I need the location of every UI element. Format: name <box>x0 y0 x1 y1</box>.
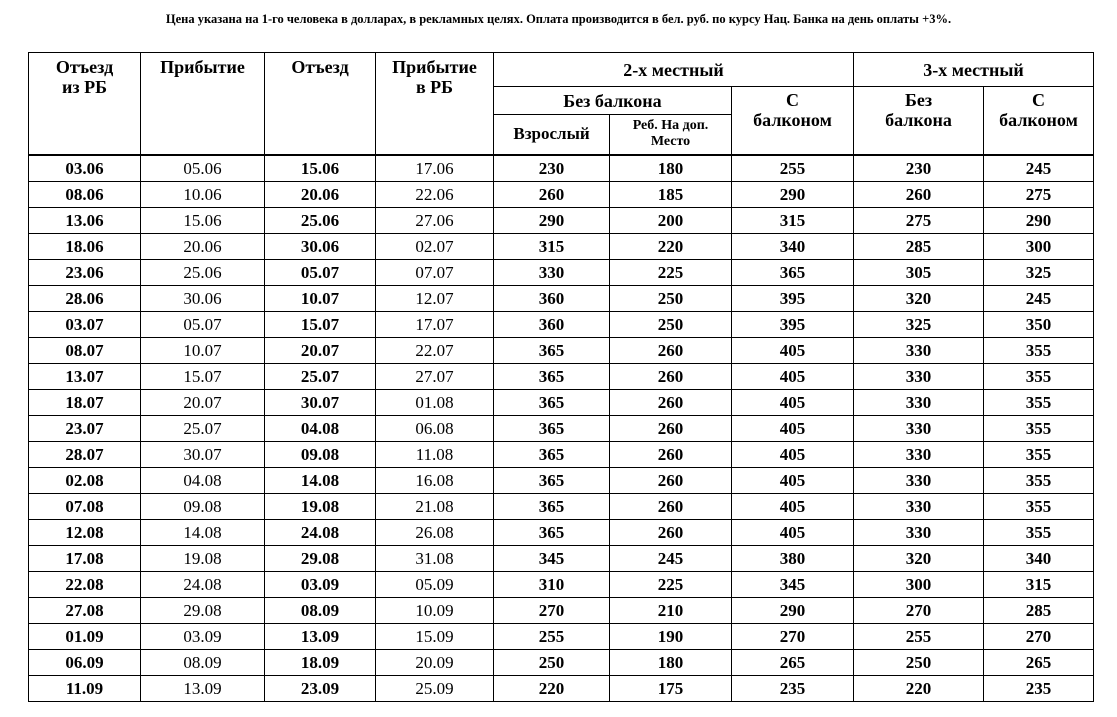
cell-double-with-balcony: 345 <box>732 571 854 597</box>
cell-double-adult: 365 <box>494 493 610 519</box>
cell-double-with-balcony: 235 <box>732 675 854 701</box>
table-row <box>29 519 1094 545</box>
cell-arrival-in-rb: 21.08 <box>376 493 494 519</box>
cell-triple-with-balcony: 350 <box>984 311 1094 337</box>
cell-double-adult: 365 <box>494 519 610 545</box>
header-triple-with-balcony <box>984 87 1094 155</box>
header-line: балконом <box>753 110 832 130</box>
cell-arrival: 30.07 <box>141 441 265 467</box>
header-line: 3-х местный <box>923 59 1024 80</box>
cell-departure: 19.08 <box>265 493 376 519</box>
cell-double-child: 245 <box>610 545 732 571</box>
cell-double-adult: 290 <box>494 207 610 233</box>
cell-triple-no-balcony: 275 <box>854 207 984 233</box>
cell-arrival-in-rb: 07.07 <box>376 259 494 285</box>
cell-departure: 04.08 <box>265 415 376 441</box>
cell-arrival-in-rb: 22.07 <box>376 337 494 363</box>
cell-arrival-in-rb: 11.08 <box>376 441 494 467</box>
header-line: балкона <box>885 110 952 130</box>
cell-double-adult: 365 <box>494 467 610 493</box>
cell-departure: 15.06 <box>265 155 376 182</box>
cell-double-with-balcony: 270 <box>732 623 854 649</box>
cell-arrival: 24.08 <box>141 571 265 597</box>
cell-departure-from-rb: 08.06 <box>29 181 141 207</box>
cell-departure-from-rb: 18.06 <box>29 233 141 259</box>
cell-double-with-balcony: 395 <box>732 311 854 337</box>
header-double-room <box>494 53 854 87</box>
cell-double-child: 260 <box>610 337 732 363</box>
cell-triple-no-balcony: 220 <box>854 675 984 701</box>
header-line: 2-х местный <box>623 59 724 80</box>
cell-triple-no-balcony: 255 <box>854 623 984 649</box>
cell-double-child: 225 <box>610 571 732 597</box>
cell-departure-from-rb: 02.08 <box>29 467 141 493</box>
cell-arrival-in-rb: 27.07 <box>376 363 494 389</box>
cell-triple-no-balcony: 300 <box>854 571 984 597</box>
header-adult <box>494 115 610 155</box>
cell-triple-no-balcony: 320 <box>854 285 984 311</box>
header-child-extra-bed <box>610 115 732 155</box>
cell-departure: 05.07 <box>265 259 376 285</box>
cell-departure: 30.07 <box>265 389 376 415</box>
cell-double-child: 260 <box>610 363 732 389</box>
cell-arrival-in-rb: 15.09 <box>376 623 494 649</box>
cell-arrival-in-rb: 26.08 <box>376 519 494 545</box>
table-row <box>29 545 1094 571</box>
cell-triple-no-balcony: 325 <box>854 311 984 337</box>
cell-departure-from-rb: 06.09 <box>29 649 141 675</box>
cell-arrival: 20.07 <box>141 389 265 415</box>
cell-arrival: 29.08 <box>141 597 265 623</box>
table-row <box>29 623 1094 649</box>
price-note: Цена указана на 1-го человека в долларах, в рекламных целях. Оплата производится в бел. руб. по курсу Нац. Банка на день оплаты +3%. <box>165 12 952 26</box>
cell-departure-from-rb: 17.08 <box>29 545 141 571</box>
table-row <box>29 311 1094 337</box>
cell-departure: 09.08 <box>265 441 376 467</box>
cell-arrival: 10.06 <box>141 181 265 207</box>
table-row <box>29 207 1094 233</box>
cell-arrival-in-rb: 05.09 <box>376 571 494 597</box>
cell-arrival-in-rb: 16.08 <box>376 467 494 493</box>
cell-arrival: 05.07 <box>141 311 265 337</box>
cell-double-child: 225 <box>610 259 732 285</box>
cell-double-child: 190 <box>610 623 732 649</box>
cell-triple-no-balcony: 330 <box>854 363 984 389</box>
cell-double-child: 180 <box>610 649 732 675</box>
cell-double-child: 220 <box>610 233 732 259</box>
cell-triple-with-balcony: 355 <box>984 519 1094 545</box>
cell-departure: 23.09 <box>265 675 376 701</box>
header-double-no-balcony <box>494 87 732 115</box>
cell-arrival: 13.09 <box>141 675 265 701</box>
cell-triple-no-balcony: 330 <box>854 493 984 519</box>
cell-arrival-in-rb: 22.06 <box>376 181 494 207</box>
header-arrival-in-rb <box>376 53 494 155</box>
cell-arrival: 20.06 <box>141 233 265 259</box>
cell-arrival: 04.08 <box>141 467 265 493</box>
cell-double-with-balcony: 340 <box>732 233 854 259</box>
cell-double-adult: 365 <box>494 415 610 441</box>
cell-double-with-balcony: 365 <box>732 259 854 285</box>
cell-triple-with-balcony: 265 <box>984 649 1094 675</box>
cell-double-child: 260 <box>610 389 732 415</box>
cell-arrival-in-rb: 12.07 <box>376 285 494 311</box>
table-row <box>29 285 1094 311</box>
cell-double-adult: 230 <box>494 155 610 182</box>
cell-double-with-balcony: 405 <box>732 415 854 441</box>
cell-triple-with-balcony: 355 <box>984 389 1094 415</box>
cell-double-child: 260 <box>610 519 732 545</box>
cell-double-adult: 345 <box>494 545 610 571</box>
table-row <box>29 363 1094 389</box>
header-triple-no-balcony <box>854 87 984 155</box>
cell-arrival-in-rb: 20.09 <box>376 649 494 675</box>
cell-arrival: 08.09 <box>141 649 265 675</box>
cell-departure-from-rb: 28.06 <box>29 285 141 311</box>
cell-double-with-balcony: 255 <box>732 155 854 182</box>
header-departure-from-rb <box>29 53 141 155</box>
cell-double-with-balcony: 405 <box>732 363 854 389</box>
price-table <box>28 52 1094 702</box>
cell-arrival: 15.06 <box>141 207 265 233</box>
cell-arrival-in-rb: 31.08 <box>376 545 494 571</box>
cell-double-with-balcony: 405 <box>732 441 854 467</box>
cell-departure: 29.08 <box>265 545 376 571</box>
cell-arrival-in-rb: 27.06 <box>376 207 494 233</box>
cell-departure-from-rb: 23.06 <box>29 259 141 285</box>
cell-double-adult: 360 <box>494 311 610 337</box>
cell-departure-from-rb: 07.08 <box>29 493 141 519</box>
cell-double-child: 260 <box>610 493 732 519</box>
cell-arrival: 10.07 <box>141 337 265 363</box>
table-row <box>29 155 1094 182</box>
cell-arrival: 15.07 <box>141 363 265 389</box>
cell-double-child: 250 <box>610 311 732 337</box>
cell-departure: 25.06 <box>265 207 376 233</box>
table-row <box>29 181 1094 207</box>
cell-arrival: 05.06 <box>141 155 265 182</box>
table-row <box>29 597 1094 623</box>
header-line: Место <box>650 134 691 150</box>
cell-triple-with-balcony: 315 <box>984 571 1094 597</box>
cell-double-adult: 220 <box>494 675 610 701</box>
cell-double-child: 260 <box>610 441 732 467</box>
cell-triple-with-balcony: 355 <box>984 493 1094 519</box>
cell-triple-no-balcony: 320 <box>854 545 984 571</box>
cell-triple-with-balcony: 355 <box>984 363 1094 389</box>
table-row <box>29 571 1094 597</box>
table-row <box>29 389 1094 415</box>
cell-departure-from-rb: 23.07 <box>29 415 141 441</box>
table-row <box>29 675 1094 701</box>
cell-arrival: 03.09 <box>141 623 265 649</box>
cell-arrival: 25.07 <box>141 415 265 441</box>
cell-double-adult: 365 <box>494 363 610 389</box>
cell-double-with-balcony: 405 <box>732 337 854 363</box>
header-line: из РБ <box>62 77 107 97</box>
cell-arrival: 30.06 <box>141 285 265 311</box>
cell-double-adult: 260 <box>494 181 610 207</box>
cell-departure-from-rb: 18.07 <box>29 389 141 415</box>
cell-triple-no-balcony: 330 <box>854 389 984 415</box>
cell-double-adult: 310 <box>494 571 610 597</box>
cell-triple-with-balcony: 355 <box>984 337 1094 363</box>
cell-double-child: 250 <box>610 285 732 311</box>
cell-departure: 30.06 <box>265 233 376 259</box>
table-row <box>29 337 1094 363</box>
header-line: С <box>1032 90 1045 110</box>
cell-double-with-balcony: 405 <box>732 389 854 415</box>
cell-departure-from-rb: 08.07 <box>29 337 141 363</box>
cell-double-with-balcony: 315 <box>732 207 854 233</box>
table-row <box>29 259 1094 285</box>
cell-double-with-balcony: 395 <box>732 285 854 311</box>
table-row <box>29 415 1094 441</box>
cell-triple-no-balcony: 330 <box>854 467 984 493</box>
cell-triple-with-balcony: 245 <box>984 285 1094 311</box>
cell-departure: 20.06 <box>265 181 376 207</box>
cell-double-with-balcony: 290 <box>732 597 854 623</box>
cell-double-adult: 255 <box>494 623 610 649</box>
header-line: Реб. На доп. <box>632 118 709 134</box>
cell-triple-with-balcony: 270 <box>984 623 1094 649</box>
cell-arrival: 25.06 <box>141 259 265 285</box>
cell-double-with-balcony: 265 <box>732 649 854 675</box>
cell-departure-from-rb: 01.09 <box>29 623 141 649</box>
cell-arrival-in-rb: 17.07 <box>376 311 494 337</box>
table-row <box>29 493 1094 519</box>
cell-departure-from-rb: 27.08 <box>29 597 141 623</box>
cell-departure: 18.09 <box>265 649 376 675</box>
cell-double-adult: 365 <box>494 337 610 363</box>
cell-departure: 10.07 <box>265 285 376 311</box>
cell-arrival-in-rb: 01.08 <box>376 389 494 415</box>
cell-triple-with-balcony: 340 <box>984 545 1094 571</box>
cell-double-with-balcony: 405 <box>732 519 854 545</box>
cell-triple-with-balcony: 290 <box>984 207 1094 233</box>
cell-arrival: 09.08 <box>141 493 265 519</box>
cell-triple-no-balcony: 330 <box>854 441 984 467</box>
cell-departure-from-rb: 28.07 <box>29 441 141 467</box>
cell-double-child: 200 <box>610 207 732 233</box>
cell-double-adult: 330 <box>494 259 610 285</box>
cell-departure-from-rb: 13.07 <box>29 363 141 389</box>
cell-triple-with-balcony: 235 <box>984 675 1094 701</box>
cell-double-adult: 365 <box>494 441 610 467</box>
cell-triple-no-balcony: 330 <box>854 519 984 545</box>
cell-double-child: 260 <box>610 415 732 441</box>
cell-triple-no-balcony: 250 <box>854 649 984 675</box>
cell-departure: 24.08 <box>265 519 376 545</box>
cell-double-child: 175 <box>610 675 732 701</box>
cell-arrival-in-rb: 25.09 <box>376 675 494 701</box>
table-row <box>29 649 1094 675</box>
header-triple-room <box>854 53 1094 87</box>
cell-triple-no-balcony: 330 <box>854 415 984 441</box>
header-line: Отъезд <box>55 57 114 77</box>
header-line: Прибытие <box>392 57 477 77</box>
cell-arrival-in-rb: 17.06 <box>376 155 494 182</box>
cell-double-with-balcony: 290 <box>732 181 854 207</box>
cell-departure: 25.07 <box>265 363 376 389</box>
cell-departure-from-rb: 03.07 <box>29 311 141 337</box>
cell-double-with-balcony: 405 <box>732 493 854 519</box>
cell-triple-with-balcony: 300 <box>984 233 1094 259</box>
header-departure <box>265 53 376 155</box>
cell-double-child: 185 <box>610 181 732 207</box>
cell-triple-no-balcony: 330 <box>854 337 984 363</box>
cell-triple-no-balcony: 285 <box>854 233 984 259</box>
cell-triple-no-balcony: 270 <box>854 597 984 623</box>
header-line: балконом <box>999 110 1078 130</box>
header-line: Прибытие <box>160 57 245 77</box>
price-table-body <box>29 155 1094 702</box>
cell-triple-with-balcony: 355 <box>984 441 1094 467</box>
cell-triple-with-balcony: 245 <box>984 155 1094 182</box>
cell-double-with-balcony: 405 <box>732 467 854 493</box>
cell-arrival: 19.08 <box>141 545 265 571</box>
header-line: Без <box>904 90 933 110</box>
cell-double-child: 210 <box>610 597 732 623</box>
cell-arrival-in-rb: 06.08 <box>376 415 494 441</box>
cell-double-adult: 315 <box>494 233 610 259</box>
cell-departure: 03.09 <box>265 571 376 597</box>
cell-double-adult: 360 <box>494 285 610 311</box>
cell-double-with-balcony: 380 <box>732 545 854 571</box>
cell-triple-no-balcony: 230 <box>854 155 984 182</box>
header-line: Взрослый <box>513 124 590 144</box>
header-line: С <box>786 90 799 110</box>
header-line: Отъезд <box>291 57 349 77</box>
table-row <box>29 233 1094 259</box>
header-arrival <box>141 53 265 155</box>
header-line: Без балкона <box>563 90 662 111</box>
header-double-with-balcony <box>732 87 854 155</box>
cell-departure-from-rb: 11.09 <box>29 675 141 701</box>
cell-departure-from-rb: 22.08 <box>29 571 141 597</box>
cell-double-child: 180 <box>610 155 732 182</box>
table-row <box>29 441 1094 467</box>
cell-triple-with-balcony: 355 <box>984 467 1094 493</box>
cell-triple-with-balcony: 325 <box>984 259 1094 285</box>
cell-triple-no-balcony: 305 <box>854 259 984 285</box>
cell-departure: 15.07 <box>265 311 376 337</box>
cell-departure-from-rb: 12.08 <box>29 519 141 545</box>
cell-departure: 14.08 <box>265 467 376 493</box>
table-row <box>29 467 1094 493</box>
cell-double-adult: 270 <box>494 597 610 623</box>
cell-triple-with-balcony: 355 <box>984 415 1094 441</box>
cell-departure-from-rb: 03.06 <box>29 155 141 182</box>
cell-arrival-in-rb: 02.07 <box>376 233 494 259</box>
cell-double-adult: 250 <box>494 649 610 675</box>
cell-triple-with-balcony: 275 <box>984 181 1094 207</box>
cell-departure-from-rb: 13.06 <box>29 207 141 233</box>
cell-arrival-in-rb: 10.09 <box>376 597 494 623</box>
cell-triple-no-balcony: 260 <box>854 181 984 207</box>
cell-departure: 13.09 <box>265 623 376 649</box>
cell-triple-with-balcony: 285 <box>984 597 1094 623</box>
cell-departure: 20.07 <box>265 337 376 363</box>
cell-double-adult: 365 <box>494 389 610 415</box>
cell-double-child: 260 <box>610 467 732 493</box>
header-line: в РБ <box>415 77 454 97</box>
cell-arrival: 14.08 <box>141 519 265 545</box>
cell-departure: 08.09 <box>265 597 376 623</box>
